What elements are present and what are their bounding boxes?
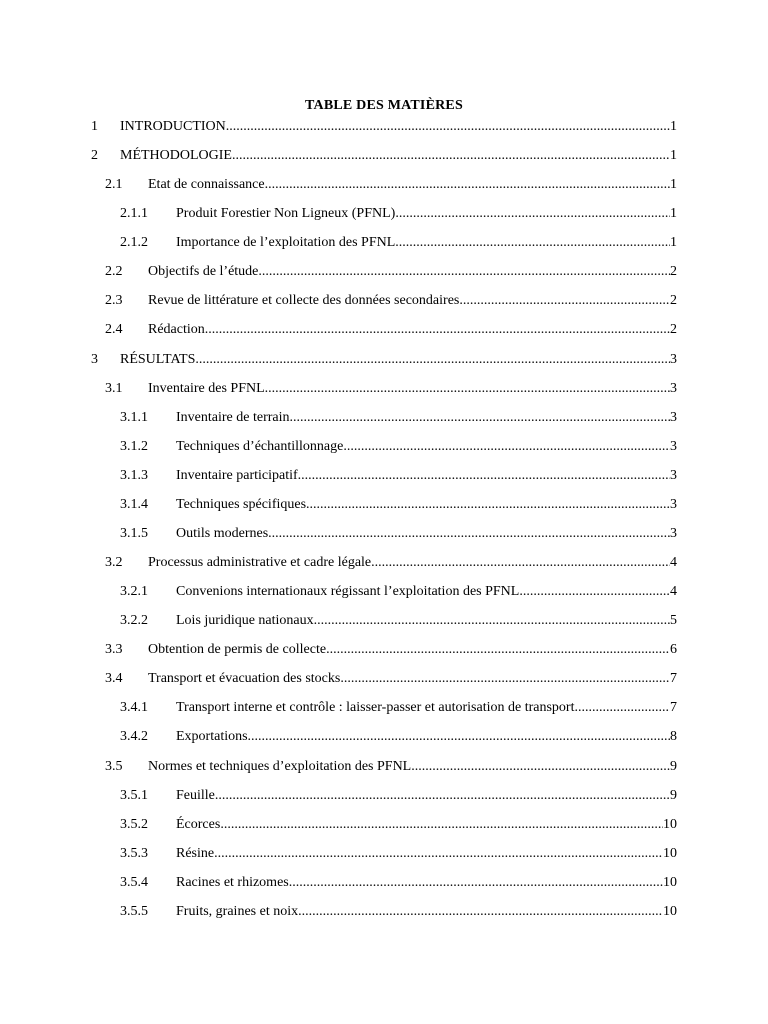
toc-dot-leader: [290, 408, 671, 428]
toc-entry-page-number: 10: [663, 903, 677, 919]
toc-entry-title: Produit Forestier Non Ligneux (PFNL): [176, 206, 396, 222]
toc-entry-number: 2.1.1: [120, 206, 148, 222]
toc-entry-page-number: 4: [670, 555, 677, 571]
toc-entry[interactable]: [120, 815, 677, 835]
toc-entry[interactable]: [120, 786, 677, 806]
toc-dot-leader: [195, 350, 670, 370]
toc-entry-title: Exportations: [176, 729, 248, 745]
toc-entry-number: 3.2: [105, 555, 123, 571]
toc-entry-number: 3.3: [105, 642, 123, 658]
toc-entry-number: 2.1: [105, 177, 123, 193]
toc-entry-number: 2: [91, 148, 98, 164]
toc-entry[interactable]: [105, 757, 677, 777]
toc-entry[interactable]: [91, 146, 677, 166]
toc-entry[interactable]: [120, 582, 677, 602]
toc-entry-number: 3.4.2: [120, 729, 148, 745]
toc-entry-number: 3.1.3: [120, 467, 148, 483]
toc-entry-number: 3.5.5: [120, 903, 148, 919]
toc-entry-title: Normes et techniques d’exploitation des PFNL: [148, 758, 412, 774]
toc-dot-leader: [248, 727, 670, 747]
toc-entry-title: Convenions internationaux régissant l’exploitation des PFNL: [176, 584, 520, 600]
toc-entry[interactable]: [120, 233, 677, 253]
toc-entry-title: Rédaction: [148, 322, 205, 338]
toc-entry-page-number: 3: [670, 438, 677, 454]
toc-entry-page-number: 7: [670, 671, 677, 687]
toc-entry[interactable]: [105, 291, 677, 311]
toc-dot-leader: [395, 204, 670, 224]
toc-entry[interactable]: [120, 698, 677, 718]
toc-entry[interactable]: [105, 640, 677, 660]
toc-dot-leader: [574, 698, 670, 718]
toc-entry[interactable]: [120, 408, 677, 428]
toc-entry-number: 2.4: [105, 322, 123, 338]
toc-title: TABLE DES MATIÈRES: [305, 98, 463, 113]
toc-entry-title: Transport et évacuation des stocks: [148, 671, 341, 687]
toc-dot-leader: [226, 117, 670, 137]
toc-dot-leader: [519, 582, 670, 602]
toc-entry-title: MÉTHODOLOGIE: [120, 148, 232, 164]
toc-entry-title: Racines et rhizomes: [176, 874, 289, 890]
toc-entry-number: 3.5: [105, 758, 123, 774]
toc-dot-leader: [298, 902, 663, 922]
toc-entry-page-number: 3: [670, 467, 677, 483]
toc-entry-page-number: 9: [670, 787, 677, 803]
toc-dot-leader: [265, 175, 670, 195]
toc-entry-title: Fruits, graines et noix: [176, 903, 299, 919]
toc-dot-leader: [343, 437, 670, 457]
toc-entry-title: Inventaire de terrain: [176, 409, 290, 425]
toc-entry-page-number: 8: [670, 729, 677, 745]
toc-entry[interactable]: [105, 175, 677, 195]
toc-entry-page-number: 1: [670, 235, 677, 251]
toc-entry-title: Processus administrative et cadre légale: [148, 555, 372, 571]
toc-dot-leader: [314, 611, 670, 631]
toc-entry-page-number: 1: [670, 119, 677, 134]
toc-entry-title: Inventaire participatif: [176, 467, 298, 483]
toc-entry[interactable]: [120, 873, 677, 893]
toc-entry[interactable]: [120, 844, 677, 864]
toc-entry-number: 3.4: [105, 671, 123, 687]
toc-dot-leader: [215, 786, 670, 806]
toc-entry-title: Transport interne et contrôle : laisser-passer et autorisation de transport: [176, 700, 575, 716]
toc-dot-leader: [265, 379, 670, 399]
toc-entry[interactable]: [105, 669, 677, 689]
toc-entry-number: 3.5.3: [120, 845, 148, 861]
toc-entry[interactable]: [120, 524, 677, 544]
toc-entry-number: 3.5.2: [120, 816, 148, 832]
toc-dot-leader: [268, 524, 670, 544]
toc-entry-page-number: 6: [670, 642, 677, 658]
toc-entry-page-number: 4: [670, 584, 677, 600]
toc-entry-page-number: 2: [670, 322, 677, 338]
toc-entry-title: Résine: [176, 845, 215, 861]
toc-entry-title: Importance de l’exploitation des PFNL: [176, 235, 396, 251]
toc-entry-number: 3.2.2: [120, 613, 148, 629]
toc-entry-number: 3.5.4: [120, 874, 148, 890]
toc-dot-leader: [326, 640, 670, 660]
toc-entry-number: 3.1.5: [120, 525, 148, 541]
toc-entry-number: 1: [91, 119, 98, 134]
toc-dot-leader: [220, 815, 663, 835]
toc-entry[interactable]: [91, 350, 677, 370]
toc-dot-leader: [289, 873, 663, 893]
toc-entry-title: Outils modernes: [176, 525, 269, 541]
toc-entry[interactable]: [105, 553, 677, 573]
toc-entry-page-number: 10: [663, 874, 677, 890]
toc-entry[interactable]: [105, 320, 677, 340]
toc-entry-number: 3.1.2: [120, 438, 148, 454]
toc-dot-leader: [258, 262, 670, 282]
toc-entry-title: Lois juridique nationaux: [176, 613, 314, 629]
toc-entry-page-number: 7: [670, 700, 677, 716]
toc-entry-page-number: 3: [670, 409, 677, 425]
toc-dot-leader: [214, 844, 663, 864]
toc-dot-leader: [306, 495, 670, 515]
toc-entry-title: Obtention de permis de collecte: [148, 642, 327, 658]
toc-entry-number: 3.4.1: [120, 700, 148, 716]
toc-dot-leader: [395, 233, 670, 253]
toc-dot-leader: [205, 320, 670, 340]
toc-entry-title: Techniques spécifiques: [176, 496, 307, 512]
toc-entry-page-number: 1: [670, 177, 677, 193]
toc-entry-page-number: 1: [670, 206, 677, 222]
toc-dot-leader: [340, 669, 670, 689]
toc-entry-number: 3.5.1: [120, 787, 148, 803]
toc-entry-page-number: 9: [670, 758, 677, 774]
toc-entry[interactable]: [120, 466, 677, 486]
toc-entry-page-number: 2: [670, 293, 677, 309]
toc-entry-title: Objectifs de l’étude: [148, 264, 259, 280]
toc-entry[interactable]: [120, 727, 677, 747]
toc-dot-leader: [411, 757, 670, 777]
toc-dot-leader: [232, 146, 670, 166]
toc-entry-title: Revue de littérature et collecte des données secondaires: [148, 293, 460, 309]
toc-entry-page-number: 3: [670, 496, 677, 512]
toc-entry-title: INTRODUCTION: [120, 119, 226, 134]
toc-entry[interactable]: [91, 117, 677, 137]
toc-entry-page-number: 5: [670, 613, 677, 629]
toc-entry-title: Écorces: [176, 816, 221, 832]
toc-entry-number: 3.1: [105, 380, 123, 396]
toc-entry[interactable]: [120, 902, 677, 922]
toc-entry-number: 2.2: [105, 264, 123, 280]
toc-entry-page-number: 3: [670, 525, 677, 541]
toc-entry-page-number: 10: [663, 816, 677, 832]
toc-entry-page-number: 10: [663, 845, 677, 861]
toc-entry-title: Techniques d’échantillonnage: [176, 438, 344, 454]
toc-entry-number: 2.3: [105, 293, 123, 309]
toc-entry-title: Inventaire des PFNL: [148, 380, 265, 396]
toc-entry-page-number: 3: [670, 351, 677, 367]
toc-entry-number: 3: [91, 351, 98, 367]
toc-entry[interactable]: [105, 262, 677, 282]
toc-entry-title: Feuille: [176, 787, 215, 803]
toc-entry-page-number: 1: [670, 148, 677, 164]
toc-entry[interactable]: [120, 204, 677, 224]
toc-entry-number: 3.1.1: [120, 409, 148, 425]
toc-dot-leader: [371, 553, 670, 573]
toc-entry[interactable]: [120, 611, 677, 631]
toc-dot-leader: [459, 291, 670, 311]
toc-entry-number: 3.2.1: [120, 584, 148, 600]
toc-dot-leader: [298, 466, 670, 486]
toc-entry-number: 2.1.2: [120, 235, 148, 251]
toc-entry[interactable]: [105, 379, 677, 399]
toc-entry-title: Etat de connaissance: [148, 177, 265, 193]
toc-entry-page-number: 2: [670, 264, 677, 280]
toc-entry-page-number: 3: [670, 380, 677, 396]
toc-entry[interactable]: [120, 437, 677, 457]
toc-entry[interactable]: [120, 495, 677, 515]
toc-entry-number: 3.1.4: [120, 496, 148, 512]
toc-entry-title: RÉSULTATS: [120, 351, 196, 367]
